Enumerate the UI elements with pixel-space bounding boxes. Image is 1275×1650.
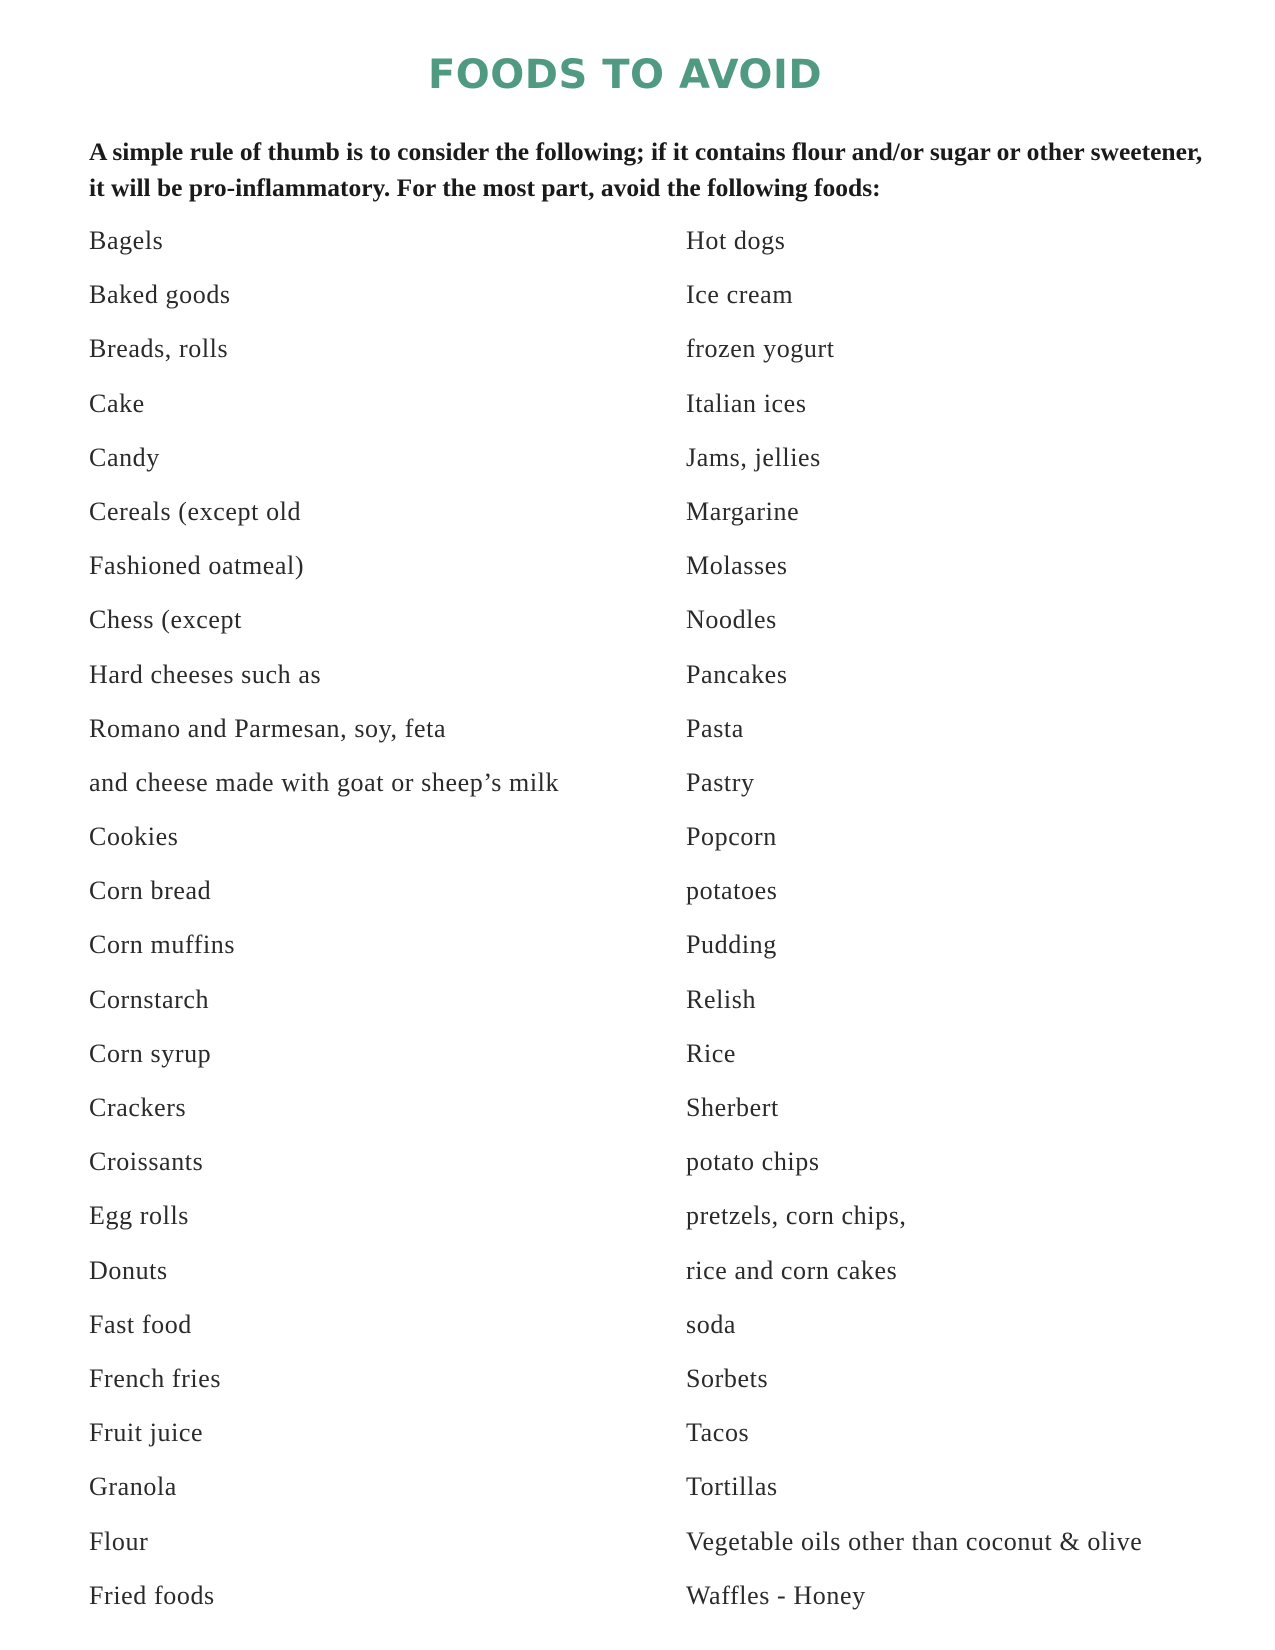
food-list-item: Cake — [89, 388, 145, 418]
food-list-item: Cornstarch — [89, 984, 210, 1014]
food-list-item: Croissants — [89, 1147, 204, 1177]
food-list-item: Cereals (except old — [89, 496, 302, 526]
food-list-item: pretzels, corn chips, — [686, 1201, 907, 1231]
food-list-item: Fashioned oatmeal) — [89, 551, 305, 581]
food-list-item: Molasses — [686, 551, 788, 581]
food-list-item: Tortillas — [686, 1472, 778, 1502]
food-list-item: Donuts — [89, 1255, 168, 1285]
food-list-item: Waffles - Honey — [686, 1580, 866, 1610]
food-list-item: Margarine — [686, 496, 800, 526]
food-list-item: Crackers — [89, 1093, 187, 1122]
food-list-item: Pasta — [686, 713, 744, 743]
page-title: FOODS TO AVOID — [427, 52, 823, 98]
food-list-item: Pudding — [686, 930, 777, 960]
food-list-item: soda — [686, 1309, 737, 1339]
food-list-item: frozen yogurt — [686, 334, 835, 364]
food-list-item: Rice — [686, 1038, 737, 1068]
left-food-list — [89, 219, 649, 1628]
food-list-item: Relish — [686, 984, 757, 1014]
food-list-item: Sorbets — [686, 1363, 769, 1393]
food-list-item: Cookies — [89, 822, 179, 852]
intro-paragraph: A simple rule of thumb is to consider the following; if it contains flour and/or sugar or other sweetener, it will be pro-inflammatory. For the most part, avoid the following foods: — [89, 137, 1203, 202]
food-list-item: Fried foods — [89, 1580, 215, 1610]
food-list-item: Sherbert — [686, 1093, 779, 1122]
food-list-item: Romano and Parmesan, soy, feta — [89, 713, 447, 743]
food-list-item: Flour — [89, 1526, 149, 1556]
food-list-item: potato chips — [686, 1147, 820, 1177]
food-list-item: Italian ices — [686, 388, 807, 418]
food-list-item: Tacos — [686, 1418, 750, 1448]
food-list-item: Chess (except — [89, 605, 242, 635]
food-list-item: Popcorn — [686, 822, 777, 852]
food-list-item: Hot dogs — [686, 226, 786, 255]
food-list-item: Granola — [89, 1472, 177, 1502]
food-list-item: Pastry — [686, 767, 755, 797]
food-list-item: Fruit juice — [89, 1418, 204, 1448]
food-list-item: Breads, rolls — [89, 334, 229, 364]
food-list-item: Vegetable oils other than coconut & olive — [686, 1526, 1143, 1556]
food-list-item: Corn syrup — [89, 1038, 212, 1068]
food-list-item: Ice cream — [686, 280, 794, 310]
right-food-list — [686, 219, 1246, 1628]
food-list-item: Jams, jellies — [686, 442, 821, 472]
food-list-item: Pancakes — [686, 659, 788, 689]
food-list-item: Noodles — [686, 605, 777, 635]
food-list-item: Baked goods — [89, 280, 231, 310]
food-list-item: Candy — [89, 442, 160, 472]
food-list-item: rice and corn cakes — [686, 1255, 898, 1285]
food-list-item: potatoes — [686, 876, 778, 906]
food-list-item: and cheese made with goat or sheep’s milk — [89, 767, 560, 797]
food-list-item: Bagels — [89, 226, 164, 255]
food-list-item: French fries — [89, 1363, 222, 1393]
food-list-item: Hard cheeses such as — [89, 659, 322, 689]
food-list-item: Corn bread — [89, 876, 212, 906]
food-list-item: Corn muffins — [89, 930, 236, 960]
food-list-item: Fast food — [89, 1309, 192, 1339]
food-list-item: Egg rolls — [89, 1201, 190, 1231]
